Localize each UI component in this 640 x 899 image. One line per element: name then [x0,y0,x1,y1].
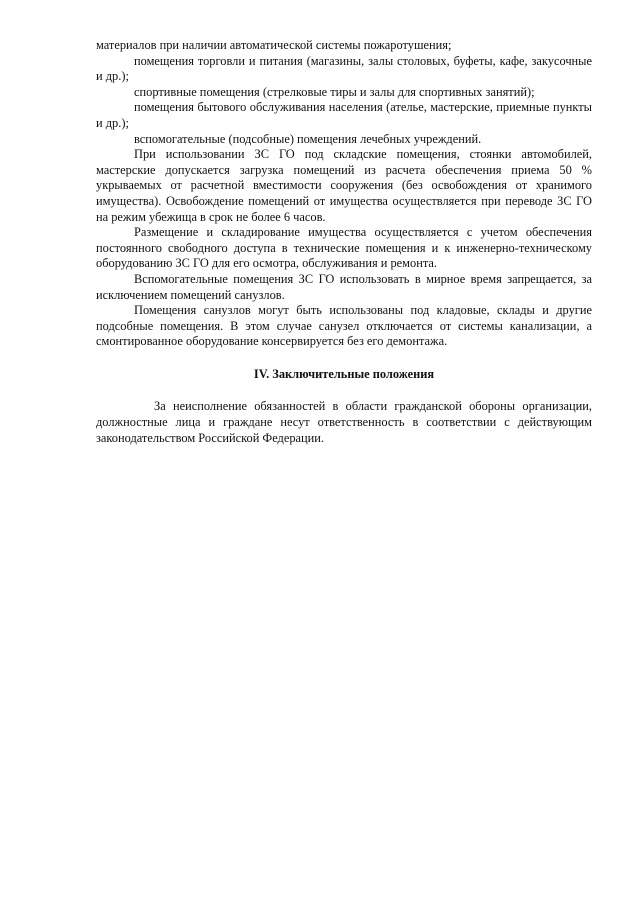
paragraph-fire-suppression: материалов при наличии автоматической системы пожаротушения; [96,38,452,52]
section-title: IV. Заключительные положения [253,366,435,381]
paragraph-medical-premises: вспомогательные (подсобные) помещения лечебных учреждений. [134,131,482,146]
paragraph-storage-use: При использовании ЗС ГО под складские помещения, стоянки автомобилей, мастерские допускается загрузка помещений из расчета обеспечения приема 50 % укрываемых от расчетной вместимости сооружения (без освобождения от хранимого имущества). Освобождение помещений от имущества осуществляется при переводе ЗС ГО на режим убежища в срок не более 6 часов. [96,147,592,224]
paragraph-sports-premises: спортивные помещения (стрелковые тиры и залы для спортивных занятий); [134,84,535,99]
paragraph-final-provisions: За неисполнение обязанностей в области гражданской обороны организации, должностные лица и граждане несут ответственность в соответствии с действующим законодательством Российской Федерации. [96,399,592,445]
paragraph-sanitary-units: Помещения санузлов могут быть использованы под кладовые, склады и другие подсобные помещения. В этом случае санузел отключается от системы канализации, а смонтированное оборудование консервируется без его демонтажа. [96,303,592,349]
paragraph-trade-premises: помещения торговли и питания (магазины, залы столовых, буфеты, кафе, закусочные и др.); [96,53,592,84]
paragraph-service-premises: помещения бытового обслуживания населения (ателье, мастерские, приемные пункты и др.); [96,100,592,130]
paragraph-property-placement: Размещение и складирование имущества осуществляется с учетом обеспечения постоянного свободного доступа в технические помещения и к инженерно-техническому оборудованию ЗС ГО для его осмотра, обслуживания и ремонта. [96,225,592,271]
paragraph-auxiliary-premises: Вспомогательные помещения ЗС ГО использовать в мирное время запрещается, за исключением помещений санузлов. [96,271,592,302]
document-page [96,38,592,446]
